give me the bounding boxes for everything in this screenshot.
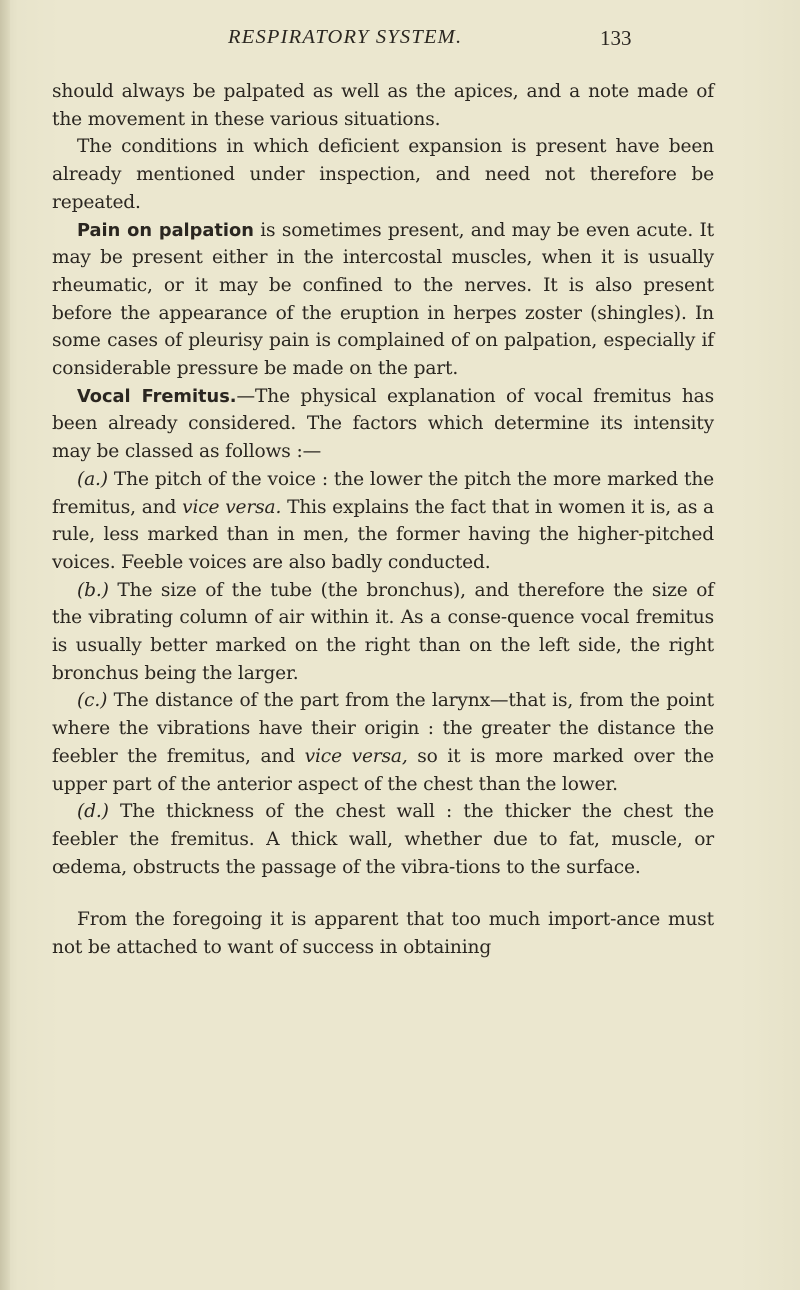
book-spine-shadow	[0, 0, 10, 1290]
list-item-d	[52, 798, 714, 881]
paragraph-vocal-fremitus	[52, 383, 714, 466]
paragraph-text: should always be palpated as well as the apices, and a note made of the movement in these various situations.	[52, 81, 714, 130]
paragraph-text: so it is more marked over the upper part of the anterior aspect of the chest than the lower.	[52, 745, 714, 795]
paragraph-text: The thickness of the chest wall : the thicker the chest the feebler the fremitus. A thick wall, whether due to fat, muscle, or œdema, obstructs the passage of the vibra-tions to the surface.	[52, 801, 714, 878]
paragraph-continuation	[52, 78, 714, 133]
paragraph-text: The conditions in which deficient expansion is present have been already mentioned under inspection, and need not therefore be repeated.	[52, 136, 714, 213]
paragraph-expansion	[52, 133, 714, 216]
body-text	[52, 78, 714, 962]
paragraph-text: The pitch of the voice : the lower the pitch the more marked the fremitus, and	[52, 468, 714, 518]
paragraph-text: This explains the fact that in women it is, as a rule, less marked than in men, the former having the higher-pitched voices. Feeble voices are also badly conducted.	[52, 496, 714, 573]
paragraph-text: —The physical explanation of vocal fremitus has been already considered. The factors which determine its intensity may be classed as follows :—	[52, 385, 714, 463]
paragraph-text: From the foregoing it is apparent that too much import-ance must not be attached to want of success in obtaining	[52, 909, 714, 959]
page-number: 133	[600, 26, 632, 50]
list-marker: (c.)	[77, 690, 108, 712]
running-head: RESPIRATORY SYSTEM.	[228, 26, 463, 48]
list-marker: (b.)	[77, 579, 109, 601]
paragraph-text: The distance of the part from the larynx—that is, from the point where the vibrations have their origin : the greater the distance the feebler the fremitus, and	[52, 690, 714, 767]
list-item-c	[52, 687, 714, 798]
paragraph-text: is sometimes present, and may be even acute. It may be present either in the intercostal muscles, when it is usually rheumatic, or it may be confined to the nerves. It is also present before the appearance of the eruption in herpes zoster (shingles). In some cases of pleurisy pain is complained of on palpation, especially if considerable pressure be made on the part.	[52, 219, 714, 380]
list-item-a	[52, 466, 714, 577]
italic-phrase: vice versa,	[304, 745, 408, 767]
list-marker: (d.)	[77, 801, 109, 823]
list-item-b	[52, 577, 714, 688]
section-heading: Pain on palpation	[77, 219, 254, 241]
italic-phrase: vice versa.	[182, 496, 282, 518]
list-marker: (a.)	[77, 468, 108, 490]
paragraph-conclusion	[52, 906, 714, 961]
section-heading: Vocal Fremitus.	[77, 385, 237, 407]
paragraph-pain-on-palpation	[52, 217, 714, 383]
page-header	[0, 20, 800, 54]
paragraph-text: The size of the tube (the bronchus), and therefore the size of the vibrating column of air within it. As a conse-quence vocal fremitus is usually better marked on the right than on the left side, the right bronchus being the larger.	[52, 579, 714, 684]
